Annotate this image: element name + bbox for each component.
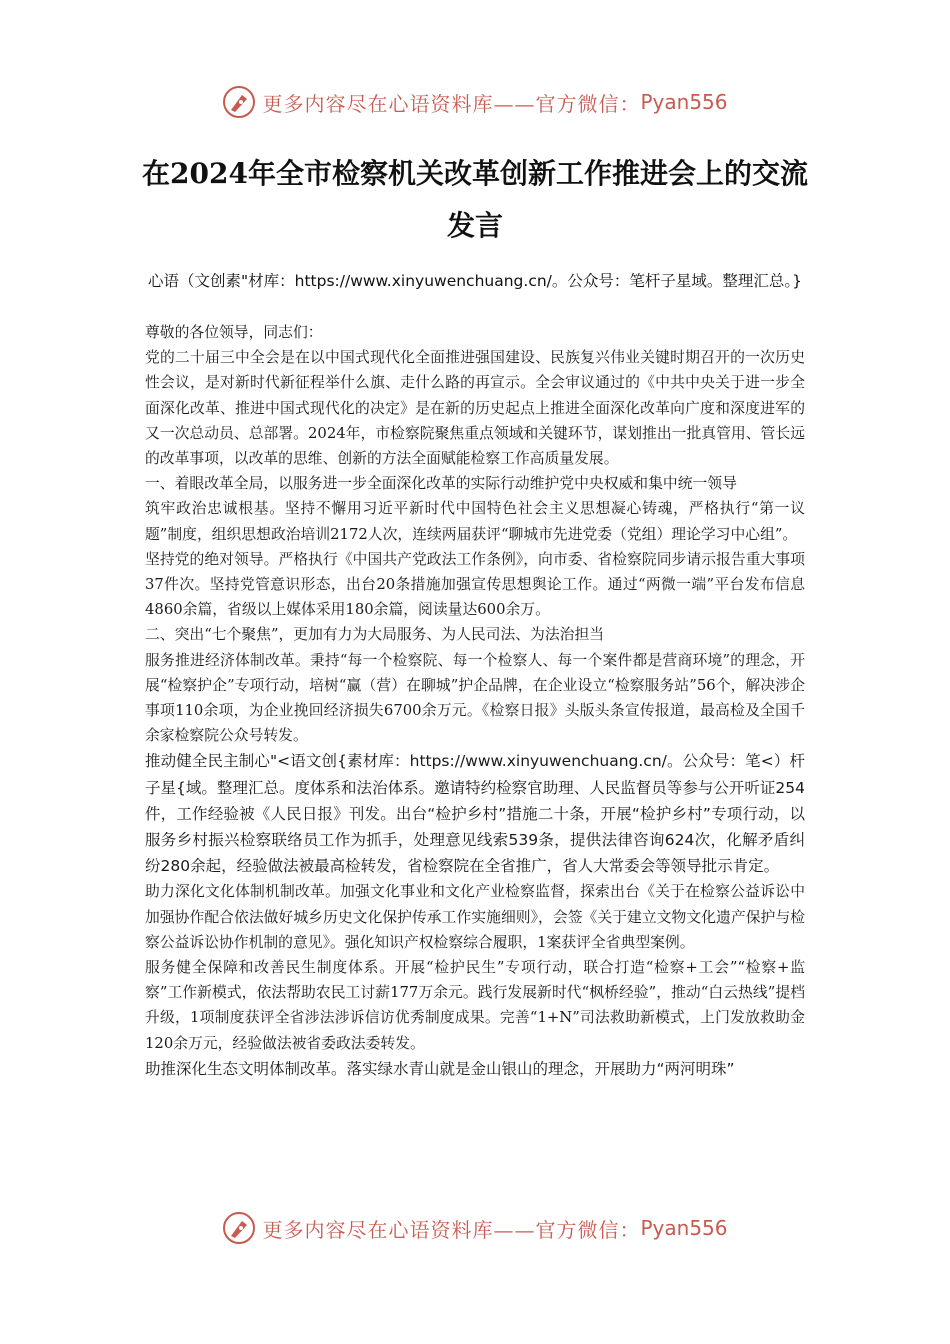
paragraph: 筑牢政治忠诚根基。坚持不懈用习近平新时代中国特色社会主义思想凝心铸魂，严格执行“第一议题”制度，组织思想政治培训2172人次，连续两届获评“聊城市先进党委（党组）理论学习中心组”。 — [145, 500, 805, 543]
banner-wechat-id: Pyan556 — [640, 1216, 728, 1240]
source-note: 心语（文创素"材库：https://www.xinyuwenchuang.cn/。公众号：笔杆子星域。整理汇总。} — [148, 272, 802, 290]
pen-nib-logo-icon — [222, 85, 256, 119]
paragraph: 推动健全民主制心"<语文创{素材库：https://www.xinyuwenchuang.cn/。公众号：笔<）杆子星{域。整理汇总。度体系和法治体系。邀请特约检察官助理、人民监督员等参与公开听证254件，工作经验被《人民日报》刊发。出台“检护乡村”措施二十条，开展“检护乡村”专项行动，以服务乡村振兴检察联络员工作为抓手，处理意见线索539条，提供法律咨询624次，化解矛盾纠纷280余起，经验做法被最高检转发，省检察院在全省推广，省人大常委会等领导批示肯定。 — [145, 752, 805, 876]
document-title: 在2024年全市检察机关改革创新工作推进会上的交流发言 — [142, 157, 808, 242]
header-banner — [0, 82, 950, 122]
salutation: 尊敬的各位领导，同志们： — [145, 324, 323, 341]
banner-text: 更多内容尽在心语资料库——官方微信： — [262, 1217, 641, 1242]
banner-wechat-id: Pyan556 — [640, 90, 728, 114]
section-heading: 一、着眼改革全局，以服务进一步全面深化改革的实际行动维护党中央权威和集中统一领导 — [145, 475, 737, 493]
paragraph: 服务健全保障和改善民生制度体系。开展“检护民生”专项行动，联合打造“检察+工会”“检察+监察”工作新模式，依法帮助农民工讨薪177万余元。践行发展新时代“枫桥经验”，推动“白云热线”提档升级，1项制度获评全省涉法涉诉信访优秀制度成果。完善“1+N”司法救助新模式，上门发放救助金120余万元，经验做法被省委政法委转发。 — [145, 959, 805, 1052]
paragraph: 服务推进经济体制改革。秉持“每一个检察院、每一个检察人、每一个案件都是营商环境”的理念，开展“检察护企”专项行动，培树“赢（营）在聊城”护企品牌，在企业设立“检察服务站”56个，解决涉企事项110余项，为企业挽回经济损失6700余万元。《检察日报》头版头条宣传报道，最高检及全国千余家检察院公众号转发。 — [145, 651, 805, 745]
banner-text: 更多内容尽在心语资料库——官方微信： — [262, 91, 641, 116]
paragraph: 党的二十届三中全会是在以中国式现代化全面推进强国建设、民族复兴伟业关键时期召开的一次历史性会议，是对新时代新征程举什么旗、走什么路的再宣示。全会审议通过的《中共中央关于进一步全面深化改革、推进中国式现代化的决定》是在新的历史起点上推进全面深化改革向广度和深度进军的又一次总动员、总部署。2024年，市检察院聚焦重点领域和关键环节，谋划推出一批真管用、管长远的改革事项，以改革的思维、创新的方法全面赋能检察工作高质量发展。 — [145, 349, 805, 468]
paragraph: 坚持党的绝对领导。严格执行《中国共产党政法工作条例》，向市委、省检察院同步请示报告重大事项37件次。坚持党管意识形态，出台20条措施加强宣传思想舆论工作。通过“两微一端”平台发布信息4860余篇，省级以上媒体采用180余篇，阅读量达600余万。 — [145, 550, 805, 619]
document-body — [145, 320, 805, 1082]
paragraph: 助力深化文化体制机制改革。加强文化事业和文化产业检察监督，探索出台《关于在检察公益诉讼中加强协作配合依法做好城乡历史文化保护传承工作实施细则》，会签《关于建立文物文化遗产保护与检察公益诉讼协作机制的意见》。强化知识产权检察综合履职，1案获评全省典型案例。 — [145, 883, 805, 951]
pen-nib-logo-icon — [222, 1211, 256, 1245]
section-heading: 二、突出“七个聚焦”，更加有力为大局服务、为人民司法、为法治担当 — [145, 626, 605, 644]
footer-banner — [0, 1208, 950, 1248]
paragraph: 助推深化生态文明体制改革。落实绿水青山就是金山银山的理念，开展助力“两河明珠” — [145, 1059, 735, 1078]
